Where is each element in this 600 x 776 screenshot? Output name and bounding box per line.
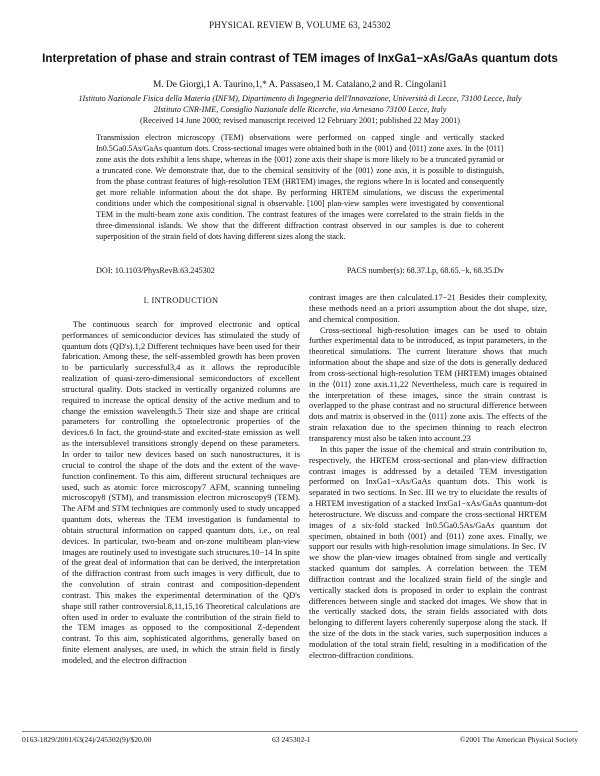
body-paragraph: contrast images are then calculated.17−21 Besides their complexity, these methods need an a priori assumption about the dot shape, size, and chemical composition. (309, 292, 547, 324)
left-column (62, 292, 300, 666)
issn-code: 0163-1829/2001/63(24)/245302(9)/$20.00 (22, 735, 152, 744)
footer-rule (22, 731, 578, 732)
received-dates: (Received 14 June 2000; revised manuscript received 12 February 2001; published 22 May 2001) (140, 116, 460, 125)
affiliation-2: 2Istituto CNR-IME, Consiglio Nazionale delle Ricerche, via Arnesano 73100 Lecce, Italy (153, 105, 447, 114)
copyright: ©2001 The American Physical Society (459, 735, 578, 744)
page-number: 63 245302-1 (272, 735, 311, 744)
pacs-numbers: PACS number(s): 68.37.Lp, 68.65.−k, 68.35.Dv (346, 266, 504, 275)
author-list: M. De Giorgi,1 A. Taurino,1,* A. Passaseo,1 M. Catalano,2 and R. Cingolani1 (152, 80, 448, 90)
paper-title: Interpretation of phase and strain contrast of TEM images of InxGa1−xAs/GaAs quantum dots (42, 52, 558, 65)
affiliation-1: 1Istituto Nazionale Fisica della Materia (INFM), Dipartimento di Ingegneria dell'Innovazione, Università di Lecce, 73100 Lecce, Italy (78, 94, 522, 103)
right-column (309, 292, 547, 661)
body-paragraph: Cross-sectional high-resolution images can be used to obtain further experimental data to be introduced, as input parameters, in the theoretical simulations. The current literature shows that much information about the shape and size of the dots is generally deduced from cross-sectional high-resolution TEM (HRTEM) images obtained in the ⟨011⟩ zone axis.11,22 Nevertheless, much care is required in the interpretation of these images, since the strain contrast is overlapped to the phase contrast and no structural difference between dots and matrix is observed in the ⟨011⟩ zone axis. The effects of the strain relaxation due to the specimen thinning to reach electron transparency must also be taken into account.23 (309, 324, 547, 443)
section-heading: I. INTRODUCTION (143, 296, 219, 305)
doi: DOI: 10.1103/PhysRevB.63.245302 (96, 266, 215, 275)
doi-pacs-line (96, 266, 504, 275)
abstract: Transmission electron microscopy (TEM) observations were performed on capped single and vertically stacked In0.5Ga0.5As/GaAs quantum dots. Cross-sectional images were obtained both in the ⟨001⟩ and ⟨011⟩ zone axes. In the ⟨011⟩ zone axis the dots exhibit a lens shape, whereas in the ⟨001⟩ zone axis their shape is more likely to be a truncated pyramid or a truncated cone. We demonstrate that, due to the chemical sensitivity of the ⟨001⟩ zone axis, it is possible to distinguish, from the phase contrast features of high-resolution TEM (HRTEM) images, the regions where In is located and consequently get more reliable information about the dot shape. By performing HRTEM simulations, we discuss the experimental conditions under which the compositional signal is observable. [100] plan-view samples were investigated by conventional TEM in the multi-beam zone axis condition. The contrast features of the images were correlated to the strain fields in the three-dimensional islands. We show that the different diffraction contrast observed in our samples is due to coherent superposition of the strain field of dots having different sizes along the stack. (96, 133, 504, 242)
body-paragraph: The continuous search for improved electronic and optical performances of semiconductor devices has stimulated the study of quantum dots (QD's).1,2 Different techniques have been used for their fabrication. Among these, the self-assembled growth has been proven to be particularly successful3,4 as it allows the reproducible realization of quasi-zero-dimensional semiconductors of excellent structural quality. Dots stacked in vertically organized columns are required to increase the optical density of the active medium and to change the emission wavelength.5 Their size and shape are critical parameters for controlling the optoelectronic properties of the devices.6 In fact, the ground-state and excited-state emission as well as the intersublevel transitions strongly depend on these parameters. In order to tailor new devices based on such nanostructures, it is crucial to control the shape of the dots and the extent of the wave-function confinement. To this aim, different structural techniques are used, such as atomic force microscopy7 AFM, scanning tunneling microscopy8 (STM), and transmission electron microscopy9 (TEM). The AFM and STM techniques are commonly used to study uncapped quantum dots, whereas the TEM investigation is fundamental to obtain structural information on capped quantum dots, i.e., on real devices. In particular, two-beam and on-zone multibeam plan-view images are routinely used to investigate such structures.10−14 In spite of the great deal of information that can be derived, the interpretation of the diffraction contrast from such images is very difficult, due to the convolution of strain contrast and composition-dependent contrast. This makes the experimental determination of the QD's shape still rather controversial.8,11,15,16 Theoretical calculations are often used in order to evaluate the contribution of the strain field to the TEM images as opposed to the compositional Z-dependent contrast. To this aim, sophisticated algorithms, generally based on finite element analyses, are used, in which the strain field is firstly modeled, and the electron diffraction (62, 318, 300, 665)
journal-header: PHYSICAL REVIEW B, VOLUME 63, 245302 (209, 20, 391, 30)
body-paragraph: In this paper the issue of the chemical and strain contribution to, respectively, the HRTEM cross-sectional and plan-view diffraction contrast images is addressed by a detailed TEM investigation performed on InxGa1−xAs/GaAs quantum dots. This work is separated in two sections. In Sec. III we try to elucidate the results of a HRTEM investigation of a stacked InxGa1−xAs/GaAs quantum-dot heterostructure. We discuss and compare the cross-sectional HRTEM images of a six-fold stacked In0.5Ga0.5As/GaAs quantum dot specimen, obtained in both ⟨001⟩ and ⟨011⟩ zone axes. Finally, we support our results with high-resolution image simulations. In Sec. IV we show the plan-view images obtained from single and vertically stacked quantum dot samples. A correlation between the TEM diffraction contrast and the localized strain field of the single and vertically stacked dots is proposed in order to explain the contrast differences between single and stacked dot images. We show that in the vertically stacked dots, the strain fields associated with dots belonging to different layers coherently superpose along the stack. If the size of the dots in the stack varies, such superposition induces a modulation of the total strain field, resulting in a modification of the electron-diffraction conditions. (309, 443, 547, 660)
